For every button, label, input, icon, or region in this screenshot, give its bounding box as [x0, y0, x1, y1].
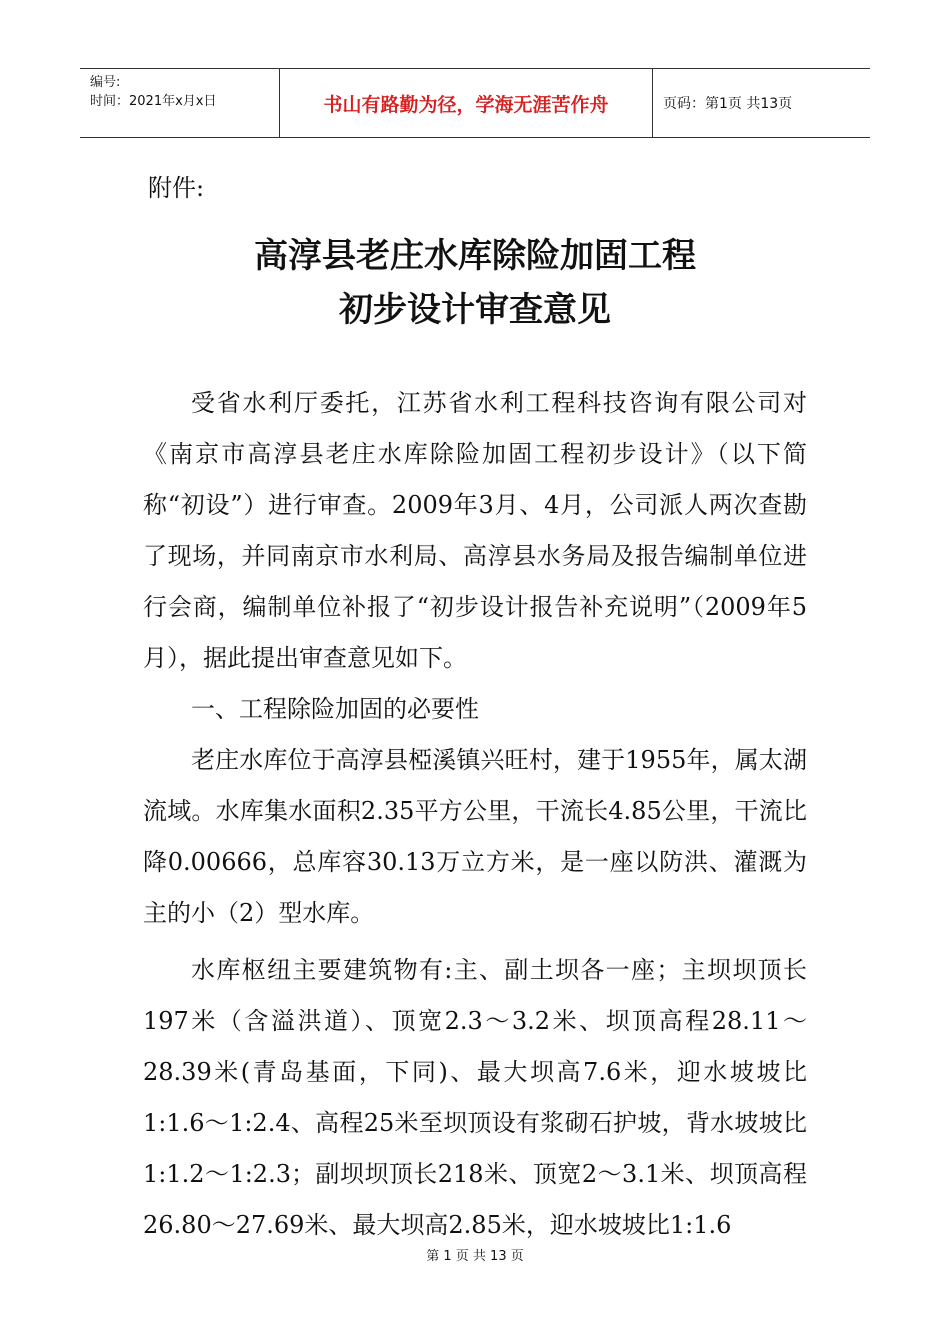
paragraph-structures: 水库枢纽主要建筑物有:主、副土坝各一座；主坝坝顶长197米（含溢洪道）、顶宽2.3～3.2米、坝顶高程28.11～28.39米(青岛基面，下同)、最大坝高7.6米，迎水坡坡比1:1.6～1:2.4、高程25米至坝顶设有浆砌石护坡，背水坡坡比1:1.2～1:2.3；副坝坝顶长218米、顶宽2～3.1米、坝顶高程26.80～27.69米、最大坝高2.85米，迎水坡坡比1:1.6: [143, 956, 807, 1239]
document-title-line1: 高淳县老庄水库除险加固工程: [254, 236, 696, 276]
section-heading-necessity: 一、工程除险加固的必要性: [191, 695, 479, 723]
page-footer: 第 1 页 共 13 页: [426, 1249, 524, 1264]
document-time: 时间：2021年x月x日: [90, 94, 217, 109]
header-motto: 书山有路勤为径，学海无涯苦作舟: [280, 69, 653, 137]
document-number-label: 编号:: [90, 75, 121, 90]
paragraph-intro: 受省水利厅委托，江苏省水利工程科技咨询有限公司对《南京市高淳县老庄水库除险加固工程初步设计》（以下简称“初设”）进行审查。2009年3月、4月，公司派人两次查勘了现场，并同南京市水利局、高淳县水务局及报告编制单位进行会商，编制单位补报了“初步设计报告补充说明”（2009年5月），据此提出审查意见如下。: [143, 389, 807, 672]
page-header: [80, 68, 870, 138]
document-body: [143, 378, 807, 1257]
header-meta: [80, 69, 280, 137]
header-page-info: 页码：第1页 共13页: [663, 96, 793, 112]
document-title-line2: 初步设计审查意见: [339, 290, 611, 330]
attachment-label: 附件:: [148, 174, 205, 202]
paragraph-reservoir-overview: 老庄水库位于高淳县椏溪镇兴旺村，建于1955年，属太湖流域。水库集水面积2.35平方公里，干流长4.85公里，干流比降0.00666，总库容30.13万立方米，是一座以防洪、灌溉为主的小（2）型水库。: [143, 746, 807, 927]
